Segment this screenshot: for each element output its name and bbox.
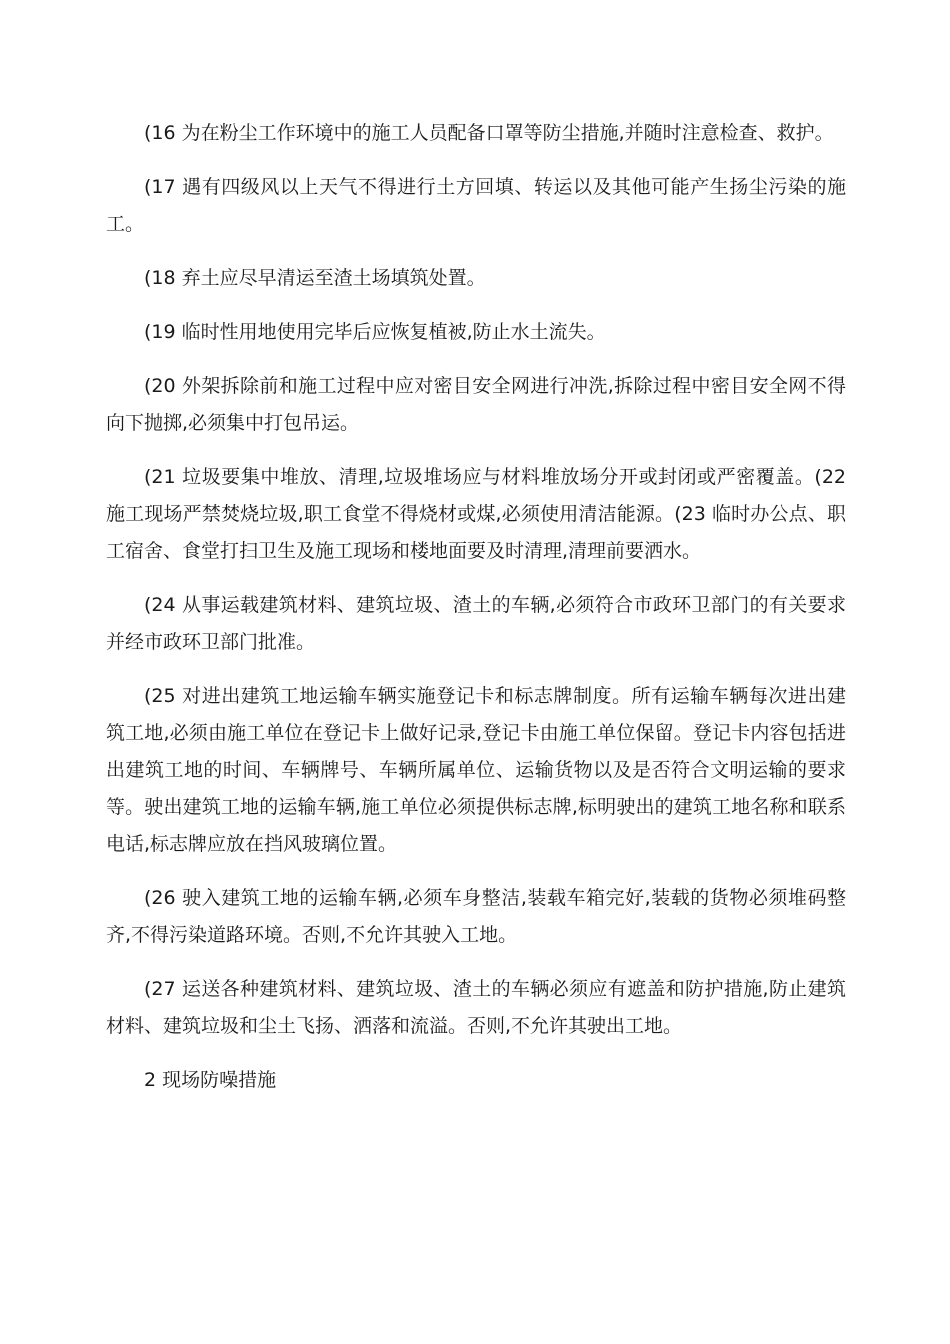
section-heading: 2 现场防噪措施 [144,1069,277,1091]
paragraph-20: (20 外架拆除前和施工过程中应对密目安全网进行冲洗,拆除过程中密目安全网不得向下抛掷,必须集中打包吊运。 [106,375,846,434]
document-body [106,115,846,1099]
paragraph-16: (16 为在粉尘工作环境中的施工人员配备口罩等防尘措施,并随时注意检查、救护。 [144,122,834,144]
paragraph-18: (18 弃土应尽早清运至渣土场填筑处置。 [144,267,486,289]
paragraph-26: (26 驶入建筑工地的运输车辆,必须车身整洁,装载车箱完好,装载的货物必须堆码整齐,不得污染道路环境。否则,不允许其驶入工地。 [106,887,846,946]
paragraph-17: (17 遇有四级风以上天气不得进行土方回填、转运以及其他可能产生扬尘污染的施工。 [106,176,846,235]
paragraph-25: (25 对进出建筑工地运输车辆实施登记卡和标志牌制度。所有运输车辆每次进出建筑工地,必须由施工单位在登记卡上做好记录,登记卡由施工单位保留。登记卡内容包括进出建筑工地的时间、车辆牌号、车辆所属单位、运输货物以及是否符合文明运输的要求等。驶出建筑工地的运输车辆,施工单位必须提供标志牌,标明驶出的建筑工地名称和联系电话,标志牌应放在挡风玻璃位置。 [106,685,846,855]
paragraph-21-23: (21 垃圾要集中堆放、清理,垃圾堆场应与材料堆放场分开或封闭或严密覆盖。(22 施工现场严禁焚烧垃圾,职工食堂不得烧材或煤,必须使用清洁能源。(23 临时办公点、职工宿舍、食堂打扫卫生及施工现场和楼地面要及时清理,清理前要洒水。 [106,466,846,562]
paragraph-27: (27 运送各种建筑材料、建筑垃圾、渣土的车辆必须应有遮盖和防护措施,防止建筑材料、建筑垃圾和尘土飞扬、洒落和流溢。否则,不允许其驶出工地。 [106,978,846,1037]
paragraph-19: (19 临时性用地使用完毕后应恢复植被,防止水土流失。 [144,321,606,343]
paragraph-24: (24 从事运载建筑材料、建筑垃圾、渣土的车辆,必须符合市政环卫部门的有关要求并经市政环卫部门批准。 [106,594,846,653]
